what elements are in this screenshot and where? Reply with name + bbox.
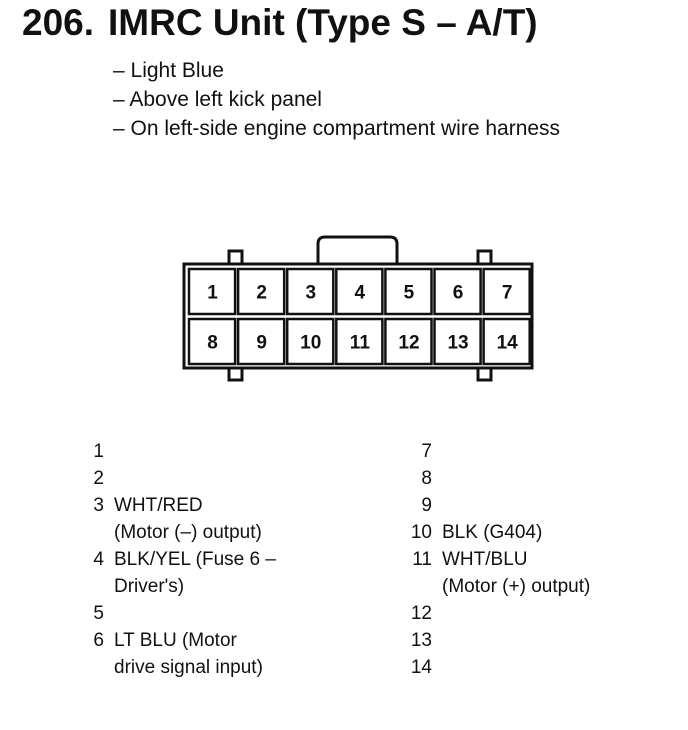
pin-row-9: [400, 492, 590, 519]
pin-description: [104, 438, 114, 465]
pin-label: 3: [93, 495, 104, 516]
pin-label: 1: [93, 441, 104, 462]
pin-description: [432, 600, 442, 627]
pin-label: 8: [421, 468, 432, 489]
pin-number-4: 4: [354, 282, 366, 304]
pin-row-13: [400, 627, 590, 654]
pin-number-12: 12: [398, 332, 420, 354]
pin-number-10: 10: [300, 332, 322, 354]
pin-number-8: 8: [207, 332, 218, 354]
pin-number-7: 7: [501, 282, 513, 304]
pin-row-2: [78, 465, 276, 492]
pin-number-1: 1: [207, 282, 218, 304]
pin-label: 14: [410, 657, 432, 678]
pin-description: [432, 465, 442, 492]
pin-number-2: 2: [256, 282, 267, 304]
pin-label: 9: [421, 495, 432, 516]
pin-description: [432, 654, 442, 681]
pin-number-9: 9: [256, 332, 267, 354]
pin-description: LT BLU (Motor drive signal input): [114, 630, 263, 678]
pin-list-left: [78, 438, 276, 681]
pin-label: 4: [93, 549, 104, 570]
section-title: IMRC Unit (Type S – A/T): [108, 2, 538, 43]
pin-description: [432, 438, 442, 465]
pin-list-right: [400, 438, 590, 681]
pin-number-3: 3: [305, 282, 317, 304]
pin-description: BLK/YEL (Fuse 6 – Driver's): [114, 549, 276, 597]
pin-description: [432, 627, 442, 654]
pin-row-5: [78, 600, 276, 627]
pin-row-8: [400, 465, 590, 492]
pin-label: 2: [93, 468, 104, 489]
pin-label: 13: [410, 630, 432, 651]
pin-number-6: 6: [452, 282, 464, 304]
pin-label: 11: [412, 549, 432, 570]
pin-number-11: 11: [349, 332, 370, 354]
pin-row-4: [78, 546, 276, 600]
pin-number-5: 5: [403, 282, 415, 304]
pin-row-12: [400, 600, 590, 627]
note-location: – Above left kick panel: [113, 88, 322, 111]
pin-label: 12: [410, 603, 432, 624]
pin-row-14: [400, 654, 590, 681]
pin-label: 5: [93, 603, 104, 624]
pin-row-11: [400, 546, 590, 600]
pin-description: [104, 465, 114, 492]
pin-row-10: [400, 519, 590, 546]
pin-number-14: 14: [496, 332, 518, 354]
pin-description: WHT/BLU (Motor (+) output): [442, 549, 591, 597]
pin-description: [104, 600, 114, 627]
note-color: – Light Blue: [113, 59, 224, 82]
pin-label: 10: [410, 522, 432, 543]
pin-row-6: [78, 627, 276, 681]
pin-row-3: [78, 492, 276, 546]
section-number: 206.: [22, 2, 95, 43]
pin-row-1: [78, 438, 276, 465]
note-harness: – On left-side engine compartment wire harness: [113, 117, 561, 140]
pin-description: BLK (G404): [442, 522, 543, 543]
pin-label: 7: [421, 441, 432, 462]
pin-label: 6: [93, 630, 104, 651]
pin-number-13: 13: [447, 332, 469, 354]
pin-description: WHT/RED (Motor (–) output): [114, 495, 262, 543]
pin-row-7: [400, 438, 590, 465]
connector-latch: [318, 237, 397, 263]
pin-description: [432, 492, 442, 519]
